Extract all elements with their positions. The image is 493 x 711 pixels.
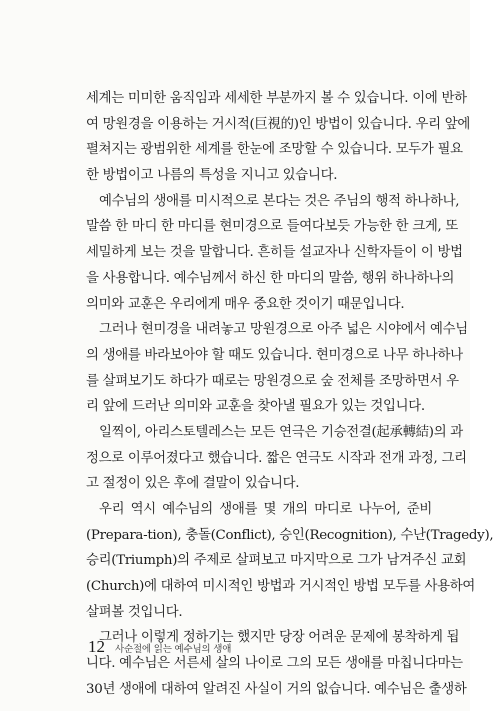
text-line: 니다. 예수님은 서른세 살의 나이로 그의 모든 생애를 마칩니다마는 bbox=[86, 656, 463, 672]
text-line: 우리 역시 예수님의 생애를 몇 개의 마디로 나누어, 준비 bbox=[99, 502, 432, 517]
page-number: 12 bbox=[88, 637, 105, 656]
text-line: 30년 생애에 대하여 알려진 사실이 거의 없습니다. 예수님은 출생하 bbox=[86, 681, 467, 697]
paragraph bbox=[86, 86, 471, 189]
paragraph bbox=[86, 189, 463, 317]
text-line: 세계는 미미한 움직임과 세세한 부분까지 볼 수 있습니다. 이에 반하 bbox=[86, 91, 467, 106]
text-line: 예수님의 생애를 미시적으로 본다는 것은 주님의 행적 하나하나, bbox=[99, 193, 460, 209]
text-line: 그러나 이렇게 정하기는 했지만 당장 어려운 문제에 봉착하게 됩 bbox=[99, 630, 460, 646]
text-line: (Church)에 대하여 미시적인 방법과 거시적인 방법 모두를 사용하여 bbox=[86, 579, 476, 595]
paragraph bbox=[86, 317, 468, 420]
text-line: 일찍이, 아리스토텔레스는 모든 연극은 기승전결(起承轉結)의 과 bbox=[99, 424, 463, 440]
running-title: 사순절에 읽는 예수님의 생애 bbox=[115, 644, 232, 655]
text-line: 의미와 교훈은 우리에게 매우 중요한 것이기 때문입니다. bbox=[86, 296, 405, 312]
text-line: 를 살펴보기도 하다가 때로는 망원경으로 숲 전체를 조망하면서 우 bbox=[86, 373, 459, 389]
text-line: 말씀 한 마디 한 마디를 현미경으로 들여다보듯 가능한 한 크게, 또 bbox=[86, 219, 459, 235]
paragraph bbox=[86, 497, 493, 625]
text-line: 정으로 이루어졌다고 했습니다. 짧은 연극도 시작과 전개 과정, 그리 bbox=[86, 450, 467, 466]
text-line: 펼쳐지는 광범위한 세계를 한눈에 조망할 수 있습니다. 모두가 필요 bbox=[86, 142, 463, 158]
text-line: 의 생애를 바라보아야 할 때도 있습니다. 현미경으로 나무 하나하나 bbox=[86, 347, 463, 363]
page-footer bbox=[88, 637, 231, 657]
body-text bbox=[86, 86, 493, 703]
text-line: 그러나 현미경을 내려놓고 망원경으로 아주 넓은 시야에서 예수님 bbox=[99, 322, 468, 338]
text-line: 고 절정이 있은 후에 결말이 있습니다. bbox=[86, 476, 300, 492]
paragraph bbox=[86, 420, 467, 497]
text-line: 여 망원경을 이용하는 거시적(巨視的)인 방법이 있습니다. 우리 앞에 bbox=[86, 116, 471, 132]
text-line: 살펴볼 것입니다. bbox=[86, 604, 183, 620]
text-line: 을 사용합니다. 예수님께서 하신 한 마디의 말씀, 행위 하나하나의 bbox=[86, 270, 455, 286]
text-line: 한 방법이고 나름의 특성을 지니고 있습니다. bbox=[86, 168, 338, 184]
text-line: 승리(Triumph)의 주제로 살펴보고 마지막으로 그가 남겨주신 교회 bbox=[86, 553, 467, 569]
text-line: 리 앞에 드러난 의미와 교훈을 찾아낼 필요가 있는 것입니다. bbox=[86, 399, 425, 415]
text-line: 세밀하게 보는 것을 말합니다. 흔히들 설교자나 신학자들이 이 방법 bbox=[86, 245, 463, 261]
text-line: (Prepara-tion), 충돌(Conflict), 승인(Recognition), 수난(Tragedy), bbox=[86, 527, 493, 543]
